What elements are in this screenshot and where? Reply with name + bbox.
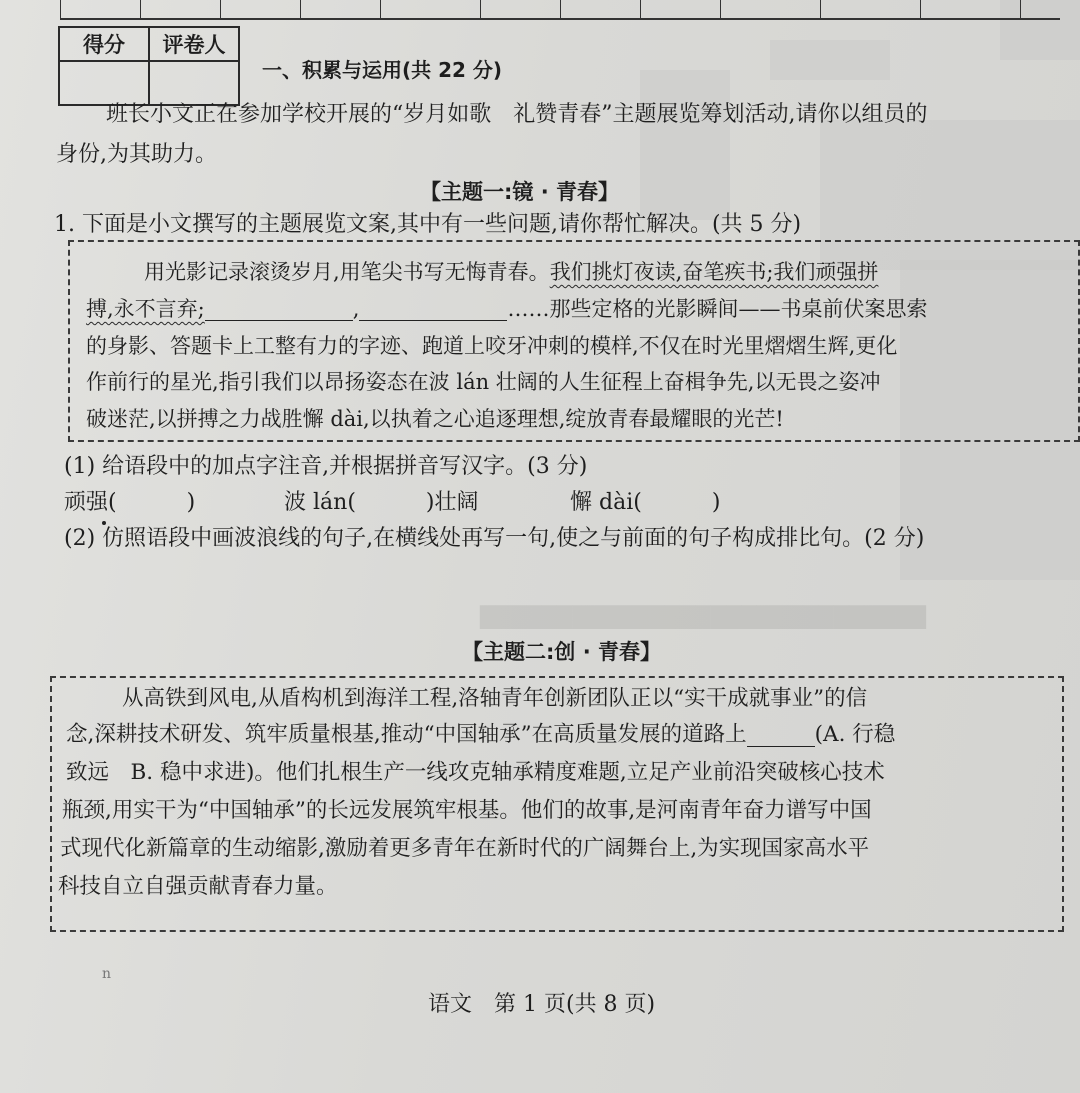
show-through-block	[640, 70, 730, 220]
fill-c-word: 懈 dài(	[570, 490, 642, 515]
fill-b-close: )壮阔	[425, 490, 479, 515]
fill-c-answer[interactable]	[642, 492, 712, 514]
answer-blank[interactable]	[359, 299, 507, 321]
passage-text: ……那些定格的光影瞬间——书桌前伏案思索	[507, 297, 928, 321]
answer-blank[interactable]	[205, 299, 353, 321]
passage-text: 念,深耕技术研发、筑牢质量根基,推动“中国轴承”在高质量发展的道路上	[66, 722, 747, 747]
fill-a-close: )	[186, 490, 196, 515]
passage-text: (A. 行稳	[814, 722, 896, 747]
question-one: 1. 下面是小文撰写的主题展览文案,其中有一些问题,请你帮忙解决。(共 5 分)	[54, 212, 802, 237]
passage-two-line-4: 瓶颈,用实干为“中国轴承”的长远发展筑牢根基。他们的故事,是河南青年奋力谱写中国	[62, 798, 872, 823]
top-table-edge	[60, 0, 1060, 20]
sub-question-two: (2) 仿照语段中画波浪线的句子,在横线处再写一句,使之与前面的句子构成排比句。(2 分)	[64, 526, 925, 551]
theme-two-title: 【主题二:创 · 青春】	[462, 640, 661, 664]
wavy-underlined-sentence: 我们挑灯夜读,奋笔疾书;我们顽强拼	[549, 260, 879, 284]
theme-one-title: 【主题一:镜 · 青春】	[420, 180, 619, 204]
page-footer: 语文 第 1 页(共 8 页)	[428, 992, 656, 1017]
show-through-text: █████████████████████████████	[480, 605, 927, 629]
wavy-underlined-sentence: 搏,永不言弃;	[86, 297, 205, 321]
score-table	[58, 26, 240, 106]
passage-text: ,	[352, 297, 360, 321]
show-through-block	[770, 40, 890, 80]
fill-b-answer[interactable]	[356, 492, 426, 514]
fill-b	[284, 492, 479, 514]
score-header: 得分	[59, 27, 149, 61]
fill-a	[64, 492, 195, 514]
emphasis-dot	[102, 521, 106, 525]
grader-cell[interactable]	[149, 61, 239, 105]
passage-two-line-1: 从高铁到风电,从盾构机到海洋工程,洛轴青年创新团队正以“实干成就事业”的信	[122, 686, 868, 711]
fill-c-close: )	[711, 490, 721, 515]
pen-mark: n	[102, 966, 112, 982]
passage-two-line-3: 致远 B. 稳中求进)。他们扎根生产一线攻克轴承精度难题,立足产业前沿突破核心技术	[66, 760, 885, 785]
passage-two-line-6: 科技自立自强贡献青春力量。	[58, 874, 338, 899]
passage-text: 用光影记录滚烫岁月,用笔尖书写无悔青春。	[144, 260, 550, 284]
passage-one-line-3: 的身影、答题卡上工整有力的字迹、跑道上咬牙冲刺的模样,不仅在时光里熠熠生辉,更化	[86, 334, 898, 358]
sub-question-one: (1) 给语段中的加点字注音,并根据拼音写汉字。(3 分)	[64, 454, 588, 479]
fill-a-answer[interactable]	[117, 492, 187, 514]
intro-line-2: 身份,为其助力。	[56, 142, 217, 167]
fill-a-word: 顽强(	[64, 490, 117, 515]
passage-one-line-2	[86, 299, 927, 321]
passage-one-line-4: 作前行的星光,指引我们以昂扬姿态在波 lán 壮阔的人生征程上奋楫争先,以无畏之姿冲	[86, 370, 881, 394]
passage-one-line-5: 破迷茫,以拼搏之力战胜懈 dài,以执着之心追逐理想,绽放青春最耀眼的光芒!	[86, 407, 784, 431]
grader-header: 评卷人	[149, 27, 239, 61]
score-cell[interactable]	[59, 61, 149, 105]
fill-b-word: 波 lán(	[284, 490, 356, 515]
fill-c	[570, 492, 720, 514]
passage-two-line-2	[66, 724, 895, 747]
passage-two-line-5: 式现代化新篇章的生动缩影,激励着更多青年在新时代的广阔舞台上,为实现国家高水平	[60, 836, 870, 861]
intro-line-1: 班长小文正在参加学校开展的“岁月如歌 礼赞青春”主题展览筹划活动,请你以组员的	[106, 102, 928, 127]
passage-one-line-1	[144, 262, 878, 283]
section-title: 一、积累与运用(共 22 分)	[262, 58, 503, 82]
choice-blank[interactable]	[747, 724, 815, 747]
